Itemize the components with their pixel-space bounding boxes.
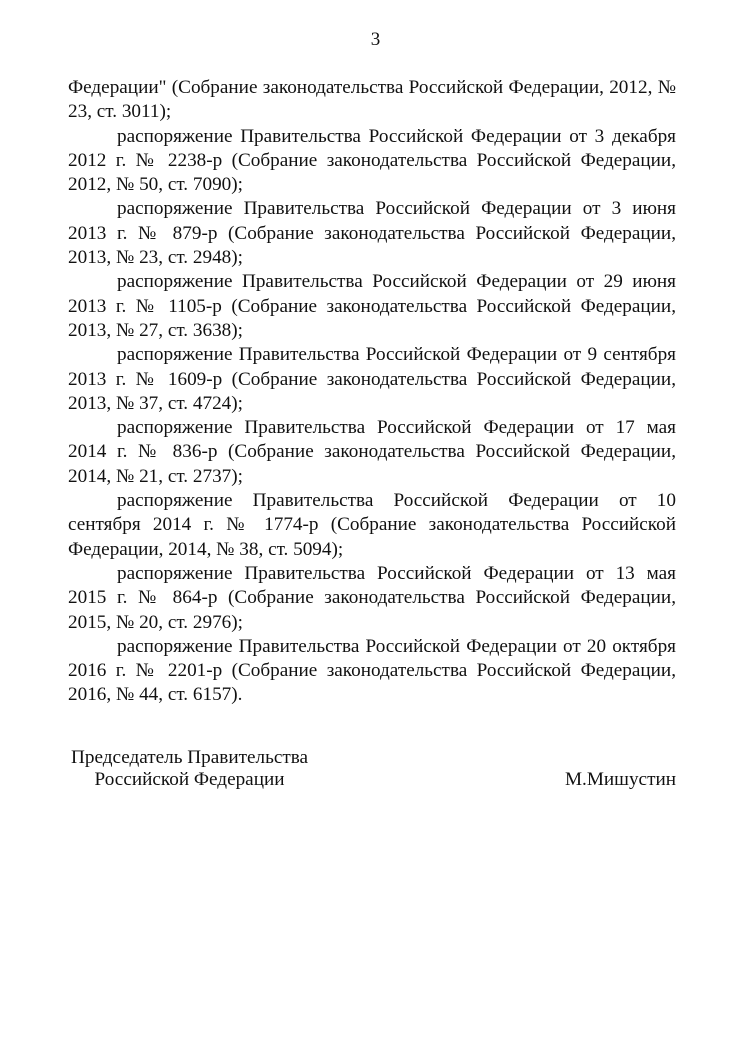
paragraph-continuation: Федерации" (Собрание законодательства Российской Федерации, 2012, № 23, ст. 3011); xyxy=(68,77,676,123)
signatory-name: М.Мишустин xyxy=(565,769,676,790)
list-item-decree: распоряжение Правительства Российской Федерации от 9 сентября 2013 г. № 1609-р (Собрание законодательства Российской Федерации, 2013, № 37, ст. 4724); xyxy=(68,344,676,414)
signatory-title xyxy=(71,747,308,791)
list-item-decree: распоряжение Правительства Российской Федерации от 20 октября 2016 г. № 2201-р (Собрание законодательства Российской Федерации, 2016, № 44, ст. 6157). xyxy=(68,635,676,706)
list-item-decree: распоряжение Правительства Российской Федерации от 29 июня 2013 г. № 1105-р (Собрание законодательства Российской Федерации, 2013, № 27, ст. 3638); xyxy=(68,271,676,341)
list-item-decree: распоряжение Правительства Российской Федерации от 13 мая 2015 г. № 864-р (Собрание законодательства Российской Федерации, 2015, № 20, ст. 2976); xyxy=(68,562,676,633)
list-item-decree: распоряжение Правительства Российской Федерации от 10 сентября 2014 г. № 1774-р (Собрание законодательства Российской Федерации, 2014, № 38, ст. 5094); xyxy=(68,490,676,560)
signatory-title-line2: Российской Федерации xyxy=(94,769,285,790)
list-item-decree: распоряжение Правительства Российской Федерации от 3 июня 2013 г. № 879-р (Собрание законодательства Российской Федерации, 2013, № 23, ст. 2948); xyxy=(68,198,676,269)
document-body xyxy=(68,76,676,708)
page-number: 3 xyxy=(370,29,381,50)
list-item-decree: распоряжение Правительства Российской Федерации от 3 декабря 2012 г. № 2238-р (Собрание законодательства Российской Федерации, 2012, № 50, ст. 7090); xyxy=(68,125,676,196)
list-item-decree: распоряжение Правительства Российской Федерации от 17 мая 2014 г. № 836-р (Собрание законодательства Российской Федерации, 2014, № 21, ст. 2737); xyxy=(68,417,676,487)
signatory-title-line1: Председатель Правительства xyxy=(71,747,309,768)
